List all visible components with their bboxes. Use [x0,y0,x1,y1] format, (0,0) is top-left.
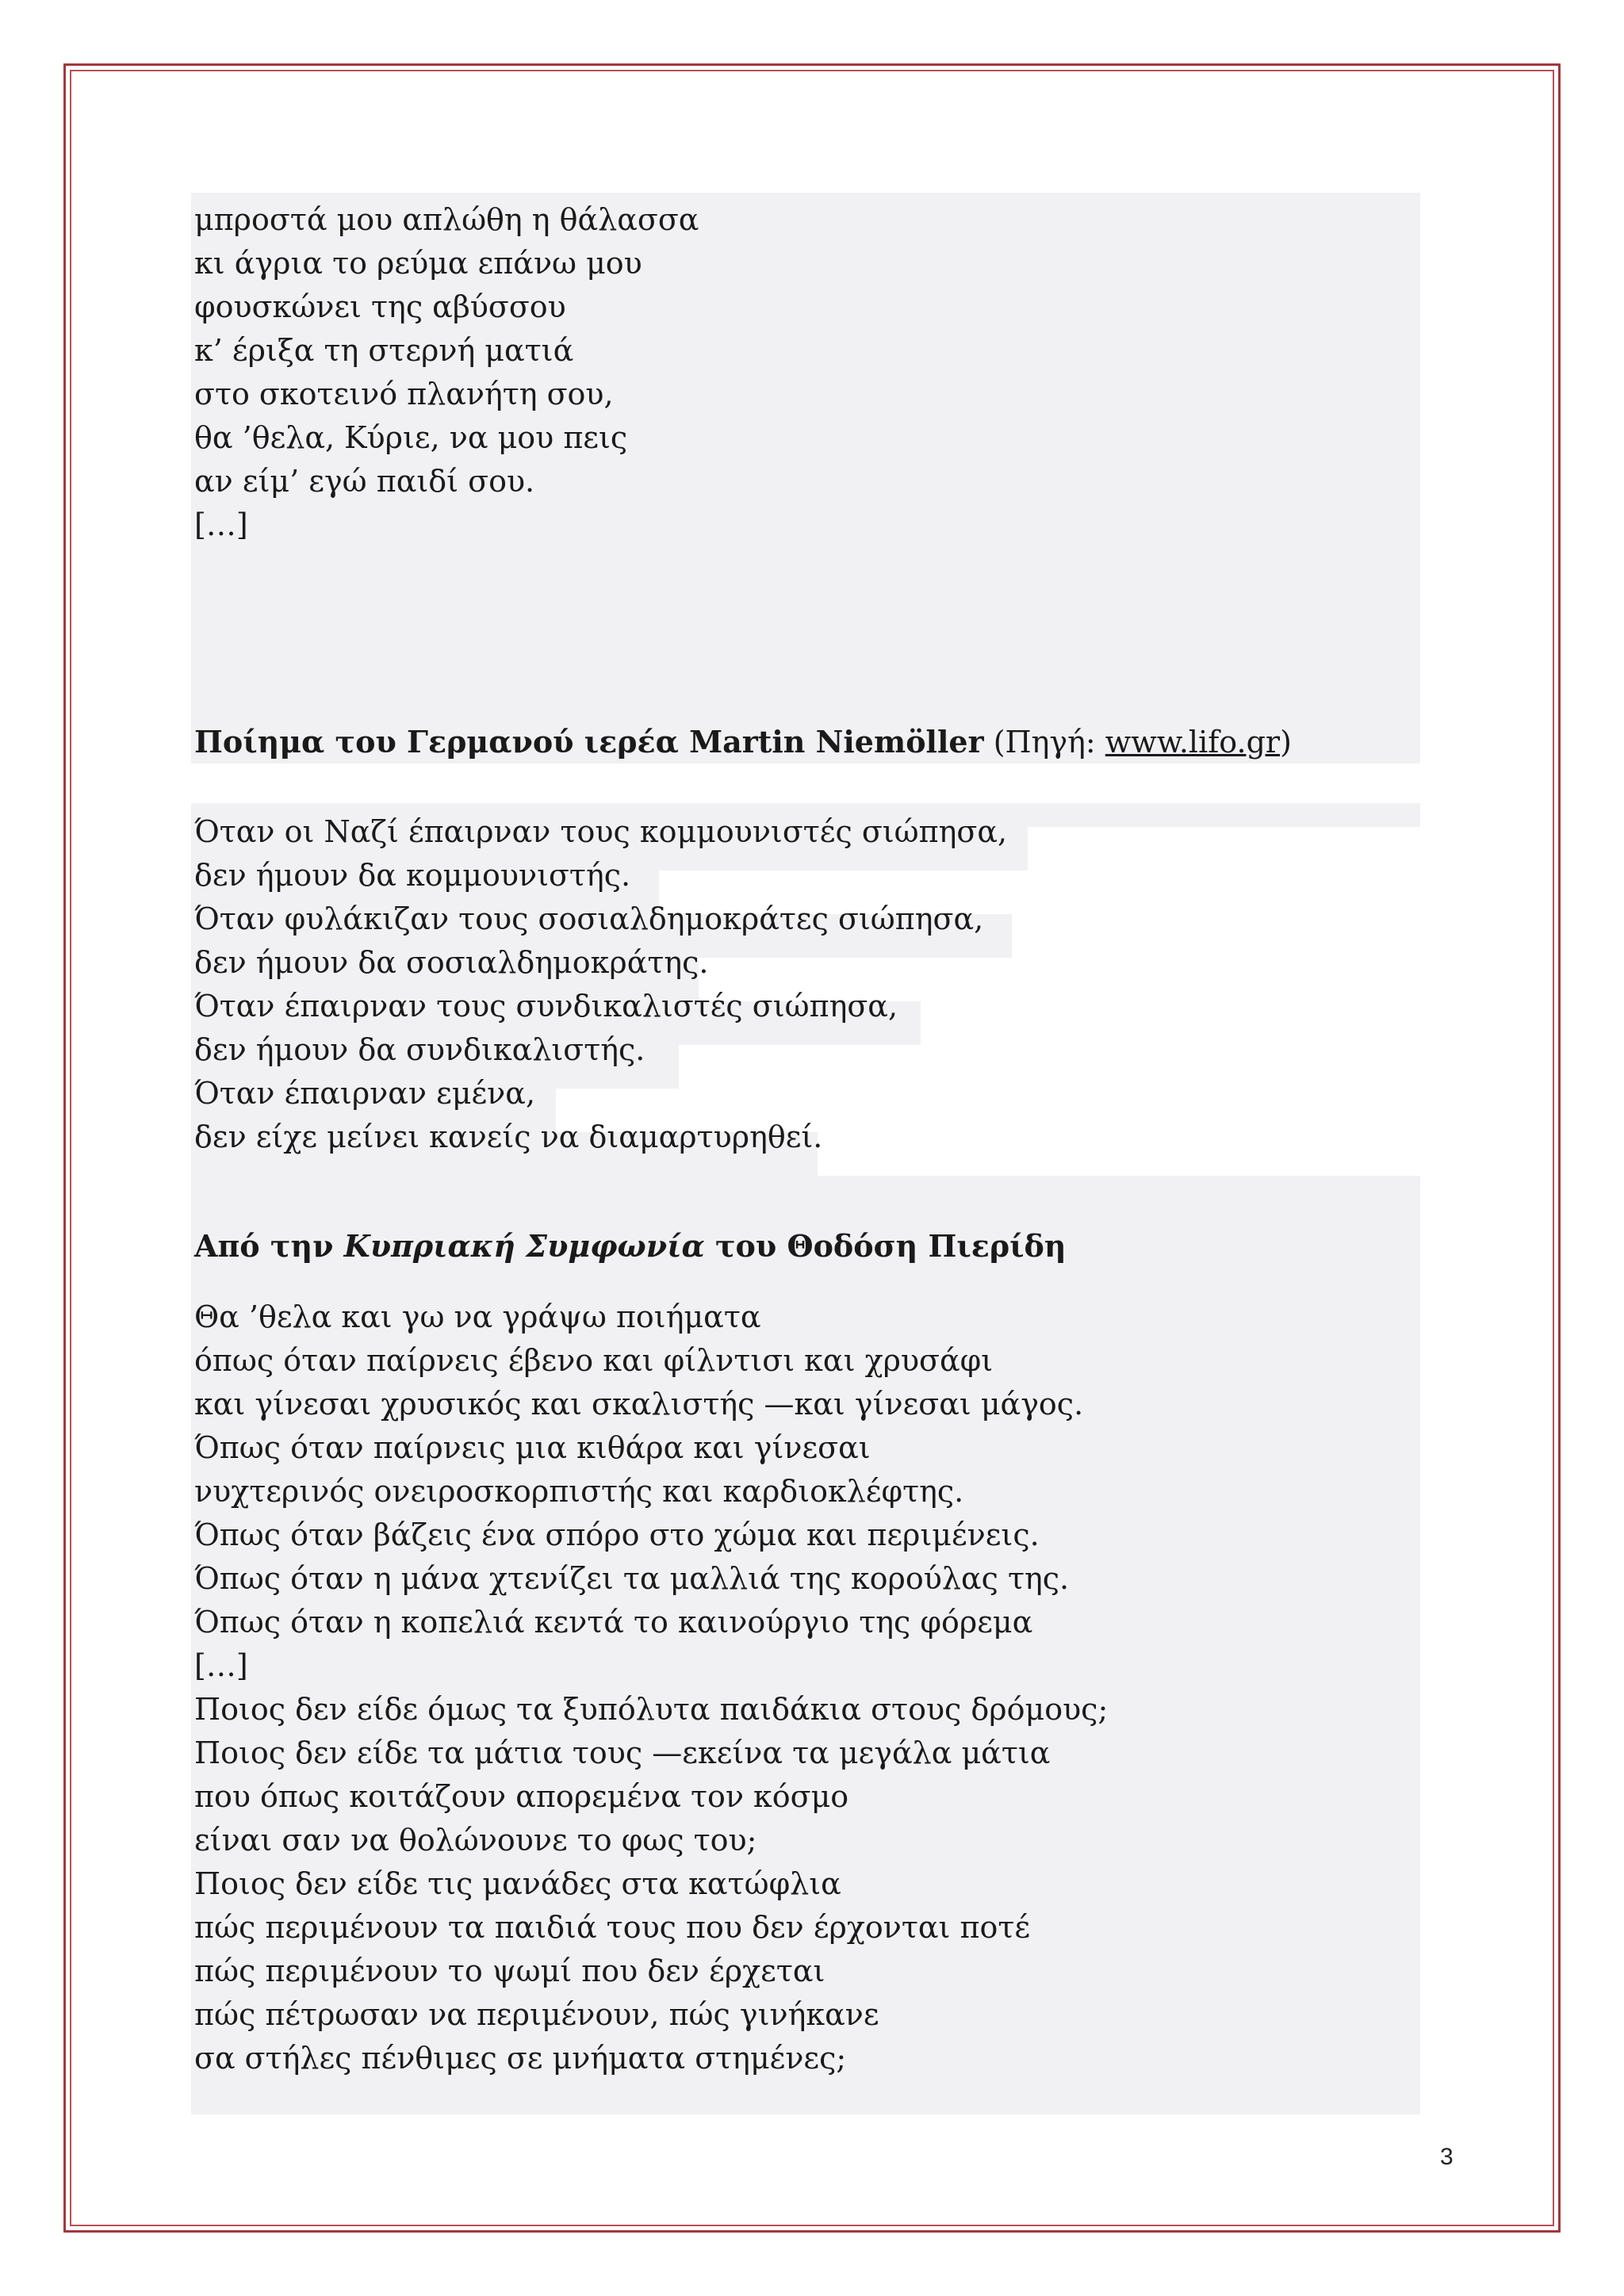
section3-heading-work: Κυπριακή Συμφωνία [343,1228,705,1264]
poem3-line-4: Όπως όταν παίρνεις μια κιθάρα και γίνεσαι [194,1430,871,1465]
poem3-line-7: Όπως όταν η μάνα χτενίζει τα μαλλιά της κορούλας της. [194,1561,1070,1596]
poem1-line-4: κ’ έριξα τη στερνή ματιά [194,333,574,368]
poem3-line-18: σα στήλες πένθιμες σε μνήματα στημένες; [194,2041,847,2076]
poem1-line-7: αν είμ’ εγώ παιδί σου. [194,464,535,499]
line-band [1012,914,1420,958]
page-number: 3 [1440,2144,1454,2170]
poem3-line-17: πώς πέτρωσαν να περιμένουν, πώς γινήκανε [194,1997,879,2032]
poem3-line-13: είναι σαν να θολώνουνε το φως του; [194,1823,757,1858]
poem3-line-11: Ποιος δεν είδε τα μάτια τους —εκείνα τα μεγάλα μάτια [194,1735,1051,1770]
line-band [818,1132,1420,1176]
section2-source-prefix: (Πηγή: [983,725,1105,760]
source-link[interactable]: www.lifo.gr [1105,725,1281,760]
section2-heading [194,721,1292,763]
poem2-line-2: δεν ήμουν δα κομμουνιστής. [194,858,631,893]
section2-heading-title: Ποίημα του Γερμανού ιερέα Martin Niemöller [194,724,984,760]
poem1-line-5: στο σκοτεινό πλανήτη σου, [194,377,614,411]
poem2-line-7: Όταν έπαιρναν εμένα, [194,1076,536,1111]
document-body [191,193,1420,2114]
poem3-line-16: πώς περιμένουν το ψωμί που δεν έρχεται [194,1954,825,1988]
poem3-line-1: Θα ’θελα και γω να γράψω ποιήματα [194,1299,761,1334]
poem1-line-1: μπροστά μου απλώθη η θάλασσα [194,202,699,237]
poem1-line-8: […] [194,507,248,542]
poem3-line-14: Ποιος δεν είδε τις μανάδες στα κατώφλια [194,1866,841,1901]
poem3-line-5: νυχτερινός ονειροσκορπιστής και καρδιοκλέφτης. [194,1474,964,1509]
poem3-line-15: πώς περιμένουν τα παιδιά τους που δεν έρχονται ποτέ [194,1910,1031,1945]
poem3-line-10: Ποιος δεν είδε όμως τα ξυπόλυτα παιδάκια στους δρόμους; [194,1692,1109,1727]
poem3-line-8: Όπως όταν η κοπελιά κεντά το καινούργιο της φόρεμα [194,1605,1033,1640]
poem1-line-3: φουσκώνει της αβύσσου [194,289,566,324]
poem3-line-2: όπως όταν παίρνεις έβενο και φίλντισι και χρυσάφι [194,1343,994,1378]
poem2-line-1: Όταν οι Ναζί έπαιρναν τους κομμουνιστές σιώπησα, [194,814,1008,849]
poem3-line-3: και γίνεσαι χρυσικός και σκαλιστής —και γίνεσαι μάγος. [194,1387,1084,1422]
poem1-line-6: θα ’θελα, Κύριε, να μου πεις [194,420,628,455]
poem2-line-3: Όταν φυλάκιζαν τους σοσιαλδημοκράτες σιώπησα, [194,901,984,936]
poem2-line-5: Όταν έπαιρναν τους συνδικαλιστές σιώπησα, [194,989,898,1024]
section3-heading-suffix: του Θοδόση Πιερίδη [704,1228,1067,1264]
poem3-line-6: Όπως όταν βάζεις ένα σπόρο στο χώμα και περιμένεις. [194,1517,1040,1552]
poem1-line-2: κι άγρια το ρεύμα επάνω μου [194,246,642,281]
poem3-line-9: […] [194,1648,248,1683]
section2-source-suffix: ) [1280,725,1292,760]
line-band [679,1045,1420,1089]
section3-heading-prefix: Από την [194,1228,344,1264]
poem2-line-6: δεν ήμουν δα συνδικαλιστής. [194,1032,645,1067]
poem3-line-12: που όπως κοιτάζουν απορεμένα τον κόσμο [194,1779,849,1814]
line-band [921,1001,1420,1045]
section3-heading [194,1226,1067,1267]
poem2-line-4: δεν ήμουν δα σοσιαλδημοκράτης. [194,945,709,980]
poem2-line-8: δεν είχε μείνει κανείς να διαμαρτυρηθεί. [194,1119,823,1154]
gap-band [191,763,1420,803]
line-band [1028,827,1420,871]
